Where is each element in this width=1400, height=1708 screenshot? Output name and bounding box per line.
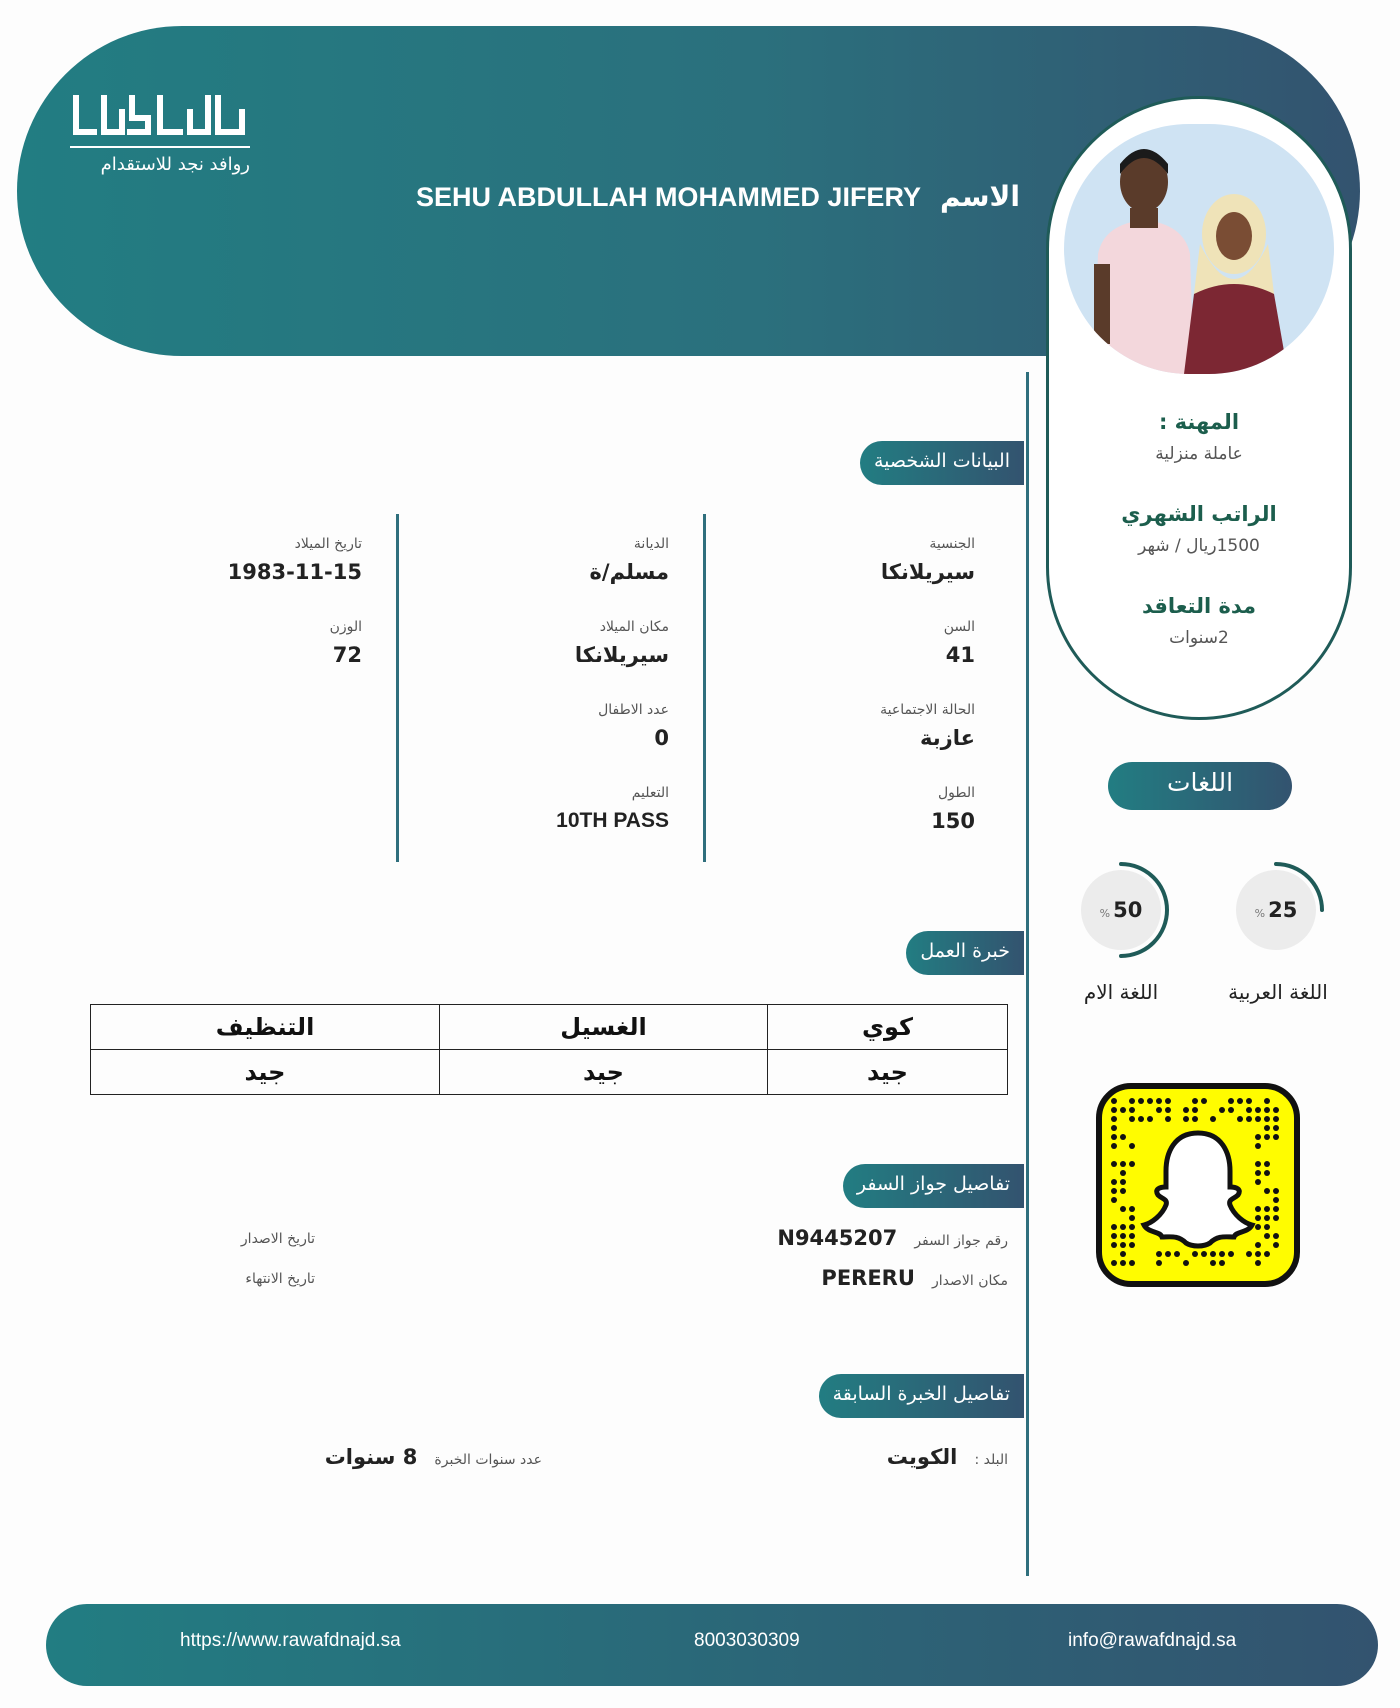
experience-years-row <box>325 1445 542 1469</box>
snapcode-dot <box>1120 1242 1126 1248</box>
footer-band <box>46 1604 1378 1686</box>
gauge-number: 25 <box>1268 898 1298 922</box>
snapcode-dot <box>1111 1188 1117 1194</box>
gauge-value <box>1081 870 1161 950</box>
salary-label: الراتب الشهري <box>1121 502 1277 526</box>
snapcode-dot <box>1246 1098 1252 1104</box>
education-label: التعليم <box>631 785 669 801</box>
languages-title: اللغات <box>1108 762 1292 810</box>
height-label: الطول <box>937 785 975 801</box>
snapcode-dot <box>1129 1116 1135 1122</box>
passport-place-label: مكان الاصدار <box>932 1273 1008 1289</box>
snapcode-dot <box>1246 1116 1252 1122</box>
weight-field <box>330 619 362 667</box>
snapcode-dot <box>1264 1215 1270 1221</box>
snapcode-dot <box>1129 1098 1135 1104</box>
snapcode-dot <box>1174 1251 1180 1257</box>
snapcode-dot <box>1255 1242 1261 1248</box>
snapcode-dot <box>1111 1260 1117 1266</box>
snapcode-dot <box>1255 1224 1261 1230</box>
snapcode-dot <box>1156 1251 1162 1257</box>
candidate-photo <box>1064 124 1334 374</box>
snapcode-dot <box>1264 1098 1270 1104</box>
footer-email-link[interactable]: info@rawafdnajd.sa <box>1068 1630 1237 1651</box>
snapcode-dot <box>1237 1098 1243 1104</box>
section-experience-title: تفاصيل الخبرة السابقة <box>819 1374 1024 1418</box>
contract-block <box>1049 594 1349 648</box>
snapcode-dot <box>1255 1143 1261 1149</box>
snapcode-dot <box>1255 1170 1261 1176</box>
snapcode-dot <box>1129 1260 1135 1266</box>
profession-block <box>1049 410 1349 464</box>
snapcode-dot <box>1273 1134 1279 1140</box>
snapcode-dot <box>1129 1161 1135 1167</box>
passport-issue-label: تاريخ الاصدار <box>240 1231 315 1247</box>
logo-divider <box>70 146 250 148</box>
profession-value: عاملة منزلية <box>1155 444 1243 464</box>
experience-country-value: الكويت <box>886 1445 958 1469</box>
footer-website-link[interactable]: https://www.rawafdnajd.sa <box>180 1630 401 1651</box>
snapcode-dot <box>1264 1170 1270 1176</box>
contract-label: مدة التعاقد <box>1141 594 1257 618</box>
snapcode-dot <box>1264 1206 1270 1212</box>
snapcode-dot <box>1273 1215 1279 1221</box>
snapcode-dot <box>1255 1161 1261 1167</box>
children-label: عدد الاطفال <box>598 702 669 718</box>
snapcode-dot <box>1201 1098 1207 1104</box>
gauge-number: 50 <box>1113 898 1143 922</box>
weight-value: 72 <box>332 643 362 667</box>
birthplace-field <box>575 619 669 667</box>
marital-field <box>880 702 975 750</box>
section-personal-title: البيانات الشخصية <box>860 441 1024 485</box>
snapcode-dot <box>1264 1188 1270 1194</box>
snapcode-dot <box>1273 1125 1279 1131</box>
nationality-label: الجنسية <box>929 536 975 552</box>
snapcode-dot <box>1228 1107 1234 1113</box>
snapcode-dot <box>1246 1251 1252 1257</box>
snapcode-dot <box>1111 1116 1117 1122</box>
snapcode-dot <box>1255 1107 1261 1113</box>
snapcode-dot <box>1111 1197 1117 1203</box>
snapcode-dot <box>1264 1251 1270 1257</box>
snapcode-dot <box>1210 1251 1216 1257</box>
passport-expiry-row <box>233 1268 315 1287</box>
language-gauge-arabic <box>1226 860 1326 960</box>
snapcode-dot <box>1111 1224 1117 1230</box>
marital-value: عازبة <box>920 726 975 750</box>
snapcode-dot <box>1192 1098 1198 1104</box>
snapcode-dot <box>1273 1233 1279 1239</box>
snapcode-dot <box>1264 1233 1270 1239</box>
snapcode-dot <box>1111 1098 1117 1104</box>
nationality-value: سيريلانكا <box>880 560 975 584</box>
skill-header: كوي <box>768 1005 1008 1050</box>
snapchat-ghost-icon <box>1096 1083 1300 1287</box>
skill-level: جيد <box>768 1050 1008 1095</box>
gauge-unit: % <box>1099 907 1111 920</box>
height-value: 150 <box>931 809 975 833</box>
snapcode-dot <box>1138 1098 1144 1104</box>
passport-expiry-label: تاريخ الانتهاء <box>245 1271 315 1287</box>
snapcode-dot <box>1156 1260 1162 1266</box>
snapcode-dot <box>1111 1134 1117 1140</box>
snapcode-dot <box>1156 1107 1162 1113</box>
work-skills-table <box>90 1004 1008 1095</box>
passport-number-label: رقم جواز السفر <box>914 1233 1008 1249</box>
snapcode-dot <box>1192 1107 1198 1113</box>
language-gauge-native <box>1071 860 1171 960</box>
snapcode-dot <box>1273 1242 1279 1248</box>
candidate-name-row <box>416 180 1020 213</box>
snapcode-dot <box>1255 1134 1261 1140</box>
snapcode-dot <box>1111 1179 1117 1185</box>
snapcode-dot <box>1210 1116 1216 1122</box>
snapcode-dot <box>1183 1116 1189 1122</box>
table-row <box>91 1050 1008 1095</box>
snapcode-dot <box>1129 1107 1135 1113</box>
snapcode-dot <box>1255 1260 1261 1266</box>
company-logo <box>70 92 260 175</box>
section-passport-title: تفاصيل جواز السفر <box>843 1164 1024 1208</box>
snapcode-dot <box>1255 1179 1261 1185</box>
passport-place-value: PERERU <box>821 1266 915 1290</box>
experience-years-value: 8 سنوات <box>324 1445 418 1469</box>
snapcode-dot <box>1156 1098 1162 1104</box>
snapcode-dot <box>1264 1107 1270 1113</box>
snapcode-dot <box>1264 1224 1270 1230</box>
snapcode-dot <box>1120 1260 1126 1266</box>
birthdate-field <box>228 536 362 584</box>
snapcode-dot <box>1120 1134 1126 1140</box>
passport-place-row <box>821 1266 1008 1290</box>
snapcode-dot <box>1129 1215 1135 1221</box>
snapcode-dot <box>1237 1116 1243 1122</box>
snapcode-dot <box>1255 1206 1261 1212</box>
snapcode-dot <box>1147 1116 1153 1122</box>
snapcode-dot <box>1273 1197 1279 1203</box>
snapcode-dot <box>1120 1107 1126 1113</box>
birthplace-label: مكان الميلاد <box>599 619 669 635</box>
snapcode-dot <box>1228 1098 1234 1104</box>
experience-country-label: البلد : <box>974 1452 1008 1468</box>
snapcode-dot <box>1129 1233 1135 1239</box>
snapcode-dot <box>1264 1134 1270 1140</box>
birthdate-label: تاريخ الميلاد <box>294 536 362 552</box>
column-divider <box>396 514 399 862</box>
religion-label: الديانة <box>633 536 669 552</box>
children-field <box>598 702 669 750</box>
nationality-field <box>881 536 975 584</box>
snapcode-dot <box>1120 1233 1126 1239</box>
snapcode-dot <box>1138 1116 1144 1122</box>
snapcode-dot <box>1111 1233 1117 1239</box>
passport-issue-row <box>229 1228 315 1247</box>
snapcode-dot <box>1129 1206 1135 1212</box>
height-field <box>931 785 975 833</box>
experience-years-label: عدد سنوات الخبرة <box>434 1452 542 1468</box>
snapcode-dot <box>1273 1206 1279 1212</box>
birthplace-value: سيريلانكا <box>574 643 669 667</box>
snapcode-dot <box>1210 1260 1216 1266</box>
snapcode-dot <box>1111 1161 1117 1167</box>
logo-wordmark-icon <box>70 92 250 144</box>
age-label: السن <box>943 619 975 635</box>
snapcode-dot <box>1111 1107 1117 1113</box>
language-name: اللغة الام <box>1083 980 1159 1004</box>
snapcode-dot <box>1120 1179 1126 1185</box>
candidate-name: SEHU ABDULLAH MOHAMMED JIFERY <box>415 182 921 212</box>
snapcode-dot <box>1120 1224 1126 1230</box>
marital-label: الحالة الاجتماعية <box>880 702 975 718</box>
snapcode[interactable] <box>1096 1083 1300 1287</box>
section-work-title: خبرة العمل <box>906 931 1024 975</box>
snapcode-dot <box>1264 1116 1270 1122</box>
snapcode-dot <box>1255 1251 1261 1257</box>
snapcode-dot <box>1147 1098 1153 1104</box>
education-field <box>556 785 669 833</box>
snapcode-dot <box>1228 1251 1234 1257</box>
snapcode-dot <box>1219 1260 1225 1266</box>
weight-label: الوزن <box>329 619 362 635</box>
snapcode-dot <box>1120 1170 1126 1176</box>
language-name: اللغة العربية <box>1228 980 1328 1004</box>
table-row <box>91 1005 1008 1050</box>
snapcode-dot <box>1129 1242 1135 1248</box>
snapcode-dot <box>1201 1251 1207 1257</box>
age-field <box>944 619 975 667</box>
experience-country-row <box>887 1445 1008 1469</box>
snapcode-dot <box>1273 1107 1279 1113</box>
salary-block <box>1049 502 1349 556</box>
name-label: الاسم <box>940 180 1020 213</box>
gauge-unit: % <box>1254 907 1266 920</box>
snapcode-dot <box>1165 1251 1171 1257</box>
snapcode-dot <box>1165 1098 1171 1104</box>
footer-phone[interactable]: 8003030309 <box>694 1630 800 1651</box>
snapcode-dot <box>1246 1107 1252 1113</box>
snapcode-dot <box>1273 1188 1279 1194</box>
snapcode-dot <box>1129 1143 1135 1149</box>
snapcode-dot <box>1129 1224 1135 1230</box>
timeline-line <box>1026 372 1029 1576</box>
snapcode-dot <box>1120 1251 1126 1257</box>
snapcode-dot <box>1120 1206 1126 1212</box>
snapcode-dot <box>1264 1161 1270 1167</box>
snapcode-dot <box>1165 1107 1171 1113</box>
snapcode-dot <box>1165 1116 1171 1122</box>
snapcode-dot <box>1255 1215 1261 1221</box>
contract-value: 2سنوات <box>1169 628 1229 648</box>
snapcode-dot <box>1111 1125 1117 1131</box>
education-value: 10TH PASS <box>556 809 669 832</box>
snapcode-dot <box>1273 1116 1279 1122</box>
snapcode-dot <box>1192 1116 1198 1122</box>
snapcode-dot <box>1192 1251 1198 1257</box>
religion-field <box>590 536 669 584</box>
children-value: 0 <box>654 726 669 750</box>
snapcode-dot <box>1111 1242 1117 1248</box>
passport-number-value: N9445207 <box>777 1226 898 1250</box>
salary-value: 1500ريال / شهر <box>1138 536 1260 556</box>
skill-header: التنظيف <box>91 1005 440 1050</box>
passport-number-row <box>777 1226 1008 1250</box>
profession-label: المهنة : <box>1158 410 1240 434</box>
skill-header: الغسيل <box>440 1005 768 1050</box>
snapcode-dot <box>1264 1125 1270 1131</box>
age-value: 41 <box>945 643 975 667</box>
snapcode-dot <box>1219 1251 1225 1257</box>
snapcode-dot <box>1219 1107 1225 1113</box>
snapcode-dot <box>1255 1116 1261 1122</box>
snapcode-dot <box>1120 1161 1126 1167</box>
snapcode-dot <box>1111 1143 1117 1149</box>
logo-tagline: روافد نجد للاستقدام <box>100 154 250 175</box>
snapcode-dot <box>1183 1260 1189 1266</box>
skill-level: جيد <box>440 1050 768 1095</box>
gauge-value <box>1236 870 1316 950</box>
birthdate-value: 1983-11-15 <box>227 560 362 584</box>
religion-value: مسلم/ة <box>589 560 669 584</box>
snapcode-dot <box>1120 1188 1126 1194</box>
snapcode-dot <box>1183 1107 1189 1113</box>
skill-level: جيد <box>91 1050 440 1095</box>
column-divider <box>703 514 706 862</box>
